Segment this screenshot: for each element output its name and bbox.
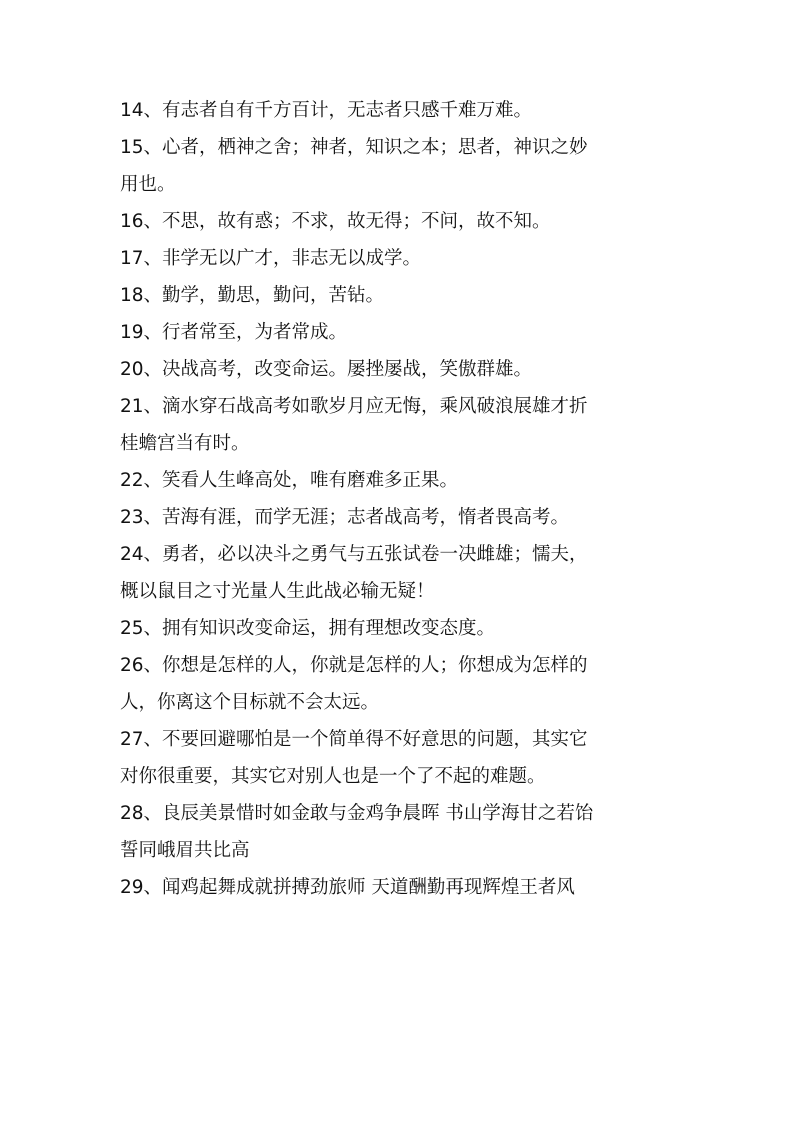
text-line-18: 18、勤学，勤思，勤问，苦钻。: [120, 285, 385, 306]
text-line-26: 26、你想是怎样的人，你就是怎样的人；你想成为怎样的: [120, 655, 588, 676]
text-line-27: 27、不要回避哪怕是一个简单得不好意思的问题，其实它: [120, 729, 588, 750]
text-line-14: 14、有志者自有千方百计，无志者只感千难万难。: [120, 100, 533, 121]
text-line-15-cont: 用也。: [120, 174, 176, 195]
text-line-21: 21、滴水穿石战高考如歌岁月应无悔，乘风破浪展雄才折: [120, 396, 588, 417]
text-line-19: 19、行者常至，为者常成。: [120, 322, 348, 343]
text-line-26-cont: 人，你离这个目标就不会太远。: [120, 692, 380, 713]
text-line-28: 28、良辰美景惜时如金敢与金鸡争晨晖 书山学海甘之若饴: [120, 803, 594, 824]
text-line-23: 23、苦海有涯，而学无涯；志者战高考，惰者畏高考。: [120, 507, 570, 528]
text-line-29: 29、闻鸡起舞成就拼搏劲旅师 天道酬勤再现辉煌王者风: [120, 877, 575, 898]
text-line-24: 24、勇者，必以决斗之勇气与五张试卷一决雌雄；懦夫，: [120, 544, 588, 565]
document-body: [120, 92, 680, 906]
text-line-15: 15、心者，栖神之舍；神者，知识之本；思者，神识之妙: [120, 137, 588, 158]
text-line-22: 22、笑看人生峰高处，唯有磨难多正果。: [120, 470, 459, 491]
text-line-28-cont: 誓同峨眉共比高: [120, 840, 250, 861]
text-line-16: 16、不思，故有惑；不求，故无得；不问，故不知。: [120, 211, 551, 232]
text-line-20: 20、决战高考，改变命运。屡挫屡战，笑傲群雄。: [120, 359, 533, 380]
text-line-21-cont: 桂蟾宫当有时。: [120, 433, 250, 454]
text-line-24-cont: 概以鼠目之寸光量人生此战必输无疑！: [120, 581, 435, 602]
text-line-17: 17、非学无以广才，非志无以成学。: [120, 248, 422, 269]
text-line-25: 25、拥有知识改变命运，拥有理想改变态度。: [120, 618, 496, 639]
text-line-27-cont: 对你很重要，其实它对别人也是一个了不起的难题。: [120, 766, 546, 787]
